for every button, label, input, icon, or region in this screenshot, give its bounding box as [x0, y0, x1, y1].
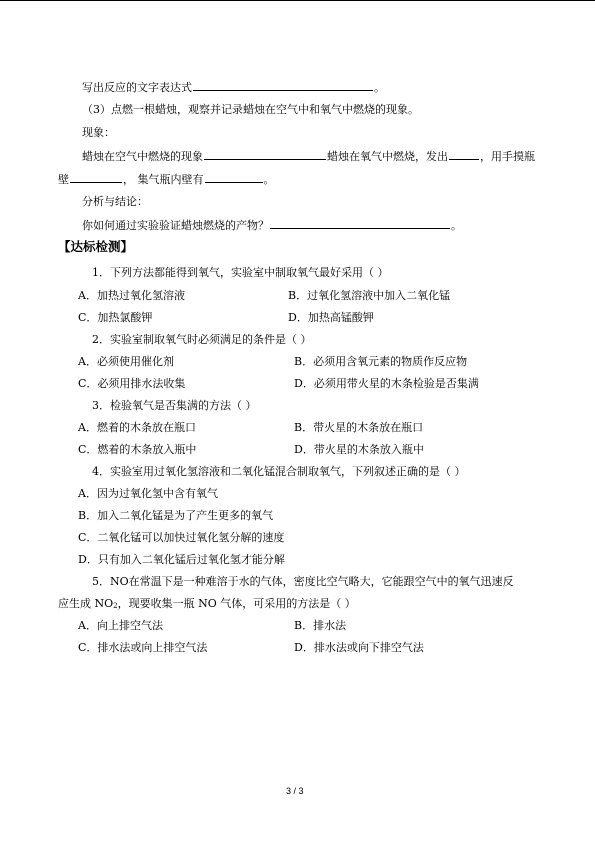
wall-blank	[70, 172, 122, 183]
subscript: 2	[113, 602, 118, 610]
punctuation: 。	[263, 173, 275, 186]
header-rule	[0, 0, 595, 1]
question-4-option-a: A．因为过氧化氢中含有氧气	[78, 487, 218, 500]
question-4-option-d: D．只有加入二氧化锰后过氧化氢才能分解	[78, 553, 285, 566]
question-2-option-d: D．必须用带火星的木条检验是否集满	[294, 377, 479, 390]
question-1-option-b: B．过氧化氢溶液中加入二氧化锰	[288, 289, 451, 302]
inner-wall-text: ， 集气瓶内壁有	[123, 173, 204, 186]
question-5-option-a: A．向上排空气法	[78, 619, 163, 632]
verification-question-line	[82, 218, 462, 233]
question-1-option-c: C．加热氯酸钾	[78, 311, 153, 324]
question-5-stem: 5．NO在常温下是一种难溶于水的气体，密度比空气略大，它能跟空气中的氧气迅速反	[92, 575, 514, 588]
question-5-stem-continued	[58, 597, 356, 613]
page-number: 3 / 3	[286, 786, 304, 796]
question-5-stem-part: ，现要收集一瓶 NO 气体，可采用的方法是（ ）	[117, 597, 356, 610]
question-5-option-d: D．排水法或向下排空气法	[294, 641, 424, 654]
question-4-option-c: C．二氧化锰可以加快过氧化氢分解的速度	[78, 531, 285, 544]
question-1-stem: 1．下列方法都能得到氧气，实验室中制取氧气最好采用（ ）	[92, 266, 389, 279]
question-3-option-d: D．带火星的木条放入瓶中	[294, 443, 424, 456]
question-3-option-b: B．带火星的木条放在瓶口	[294, 421, 424, 434]
punctuation: 。	[451, 219, 462, 232]
air-burning-text: 蜡烛在空气中燃烧的现象	[82, 150, 203, 163]
phenomenon-line-2	[58, 172, 275, 187]
question-1-option-d: D．加热高锰酸钾	[288, 311, 374, 324]
step-3-text: （3）点燃一根蜡烛，观察并记录蜡烛在空气中和氧气中燃烧的现象。	[82, 103, 419, 116]
question-5-option-c: C．排水法或向上排空气法	[78, 641, 208, 654]
phenomenon-label: 现象：	[82, 126, 115, 139]
question-2-option-a: A．必须使用催化剂	[78, 355, 174, 368]
wall-text: 壁	[58, 173, 69, 186]
question-5-stem-part: 应生成 NO	[58, 597, 114, 610]
question-3-option-c: C．燃着的木条放入瓶中	[78, 443, 197, 456]
equation-prompt: 写出反应的文字表达式	[82, 81, 192, 94]
question-3-stem: 3．检验氧气是否集满的方法（ ）	[92, 399, 257, 412]
question-1-option-a: A．加热过氧化氢溶液	[78, 289, 185, 302]
question-5-option-b: B．排水法	[294, 619, 347, 632]
equation-prompt-line	[82, 80, 385, 95]
question-2-stem: 2．实验室制取氧气时必须满足的条件是（ ）	[92, 333, 312, 346]
inner-wall-blank	[205, 172, 263, 183]
verification-blank	[270, 218, 450, 229]
section-title: 【达标检测】	[58, 239, 134, 254]
equation-blank	[193, 80, 373, 91]
analysis-label: 分析与结论：	[82, 195, 148, 208]
question-4-option-b: B．加入二氧化锰是为了产生更多的氧气	[78, 509, 274, 522]
touch-bottle-text: ，用手摸瓶	[480, 150, 535, 163]
question-3-option-a: A．燃着的木条放在瓶口	[78, 421, 196, 434]
phenomenon-line-1	[82, 149, 535, 164]
verification-question: 你如何通过实验验证蜡烛燃烧的产物？	[82, 219, 269, 232]
air-burning-blank	[204, 149, 326, 160]
light-blank	[449, 149, 479, 160]
punctuation: 。	[374, 81, 385, 94]
oxygen-burning-text: 蜡烛在氧气中燃烧，发出	[327, 150, 448, 163]
question-2-option-c: C．必须用排水法收集	[78, 377, 186, 390]
question-4-stem: 4．实验室用过氧化氢溶液和二氧化锰混合制取氧气，下列叙述正确的是（ ）	[92, 465, 466, 478]
question-2-option-b: B．必须用含氧元素的物质作反应物	[294, 355, 468, 368]
